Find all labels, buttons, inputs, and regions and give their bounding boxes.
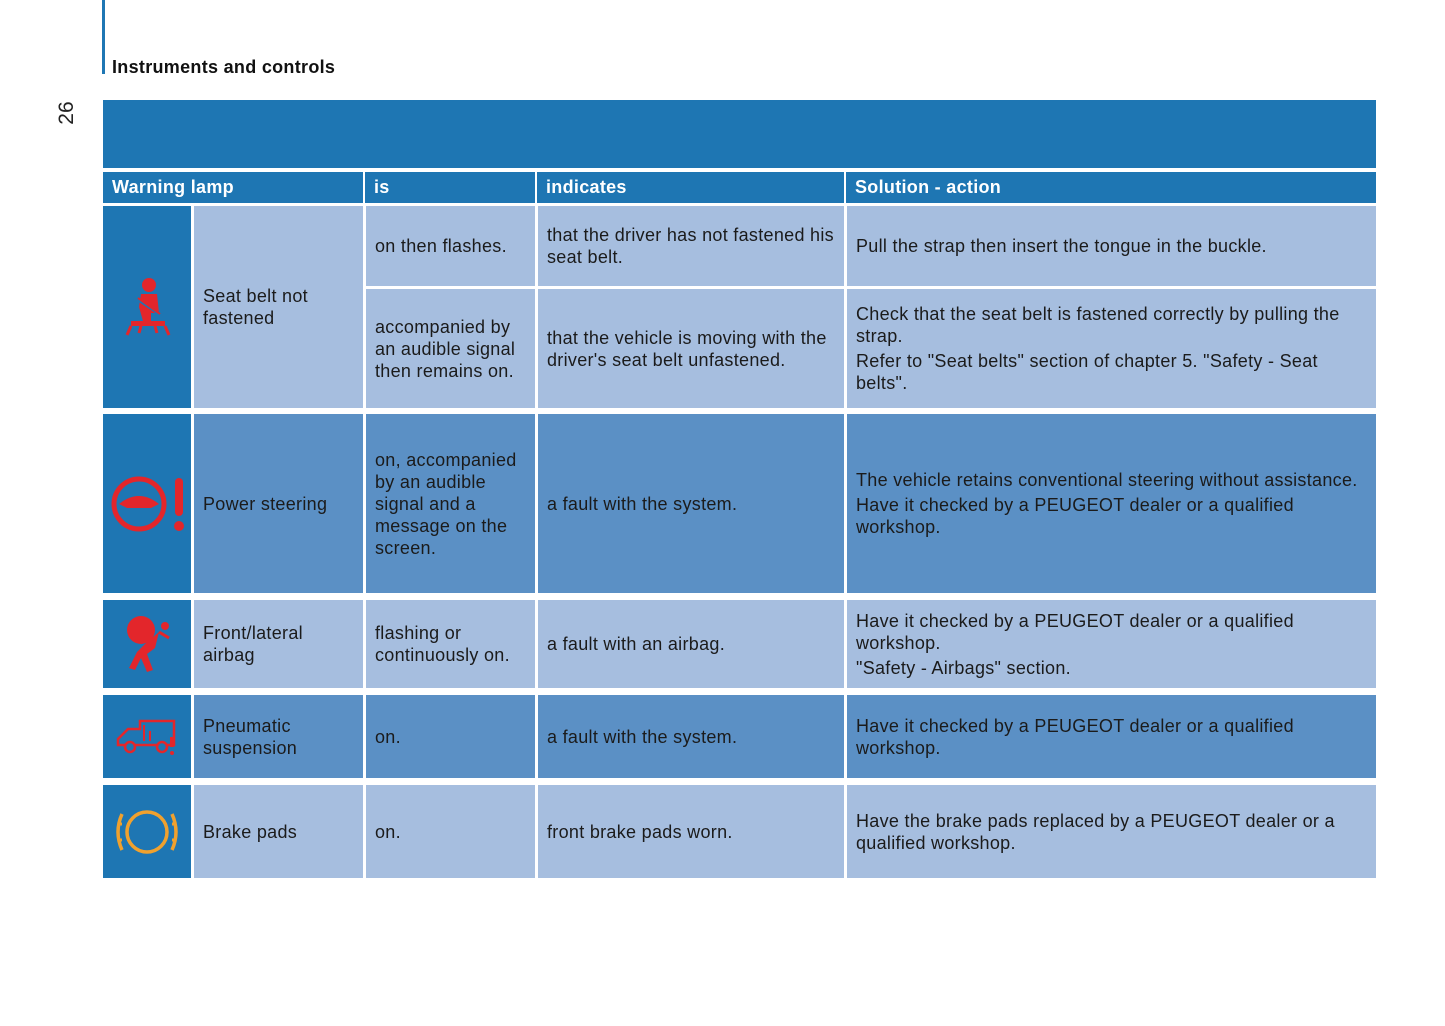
solution-text: The vehicle retains conventional steering without assistance. bbox=[856, 470, 1358, 490]
is-text: flashing or continuously on. bbox=[375, 623, 510, 665]
lamp-name bbox=[194, 206, 363, 408]
pneumatic-suspension-icon bbox=[114, 717, 180, 757]
indicates-cell bbox=[538, 695, 844, 778]
solution-cell bbox=[847, 289, 1376, 408]
indicates-text: a fault with an airbag. bbox=[547, 634, 726, 654]
indicates-cell bbox=[538, 414, 844, 593]
header-indicates: indicates bbox=[537, 172, 844, 203]
lamp-name-text: Brake pads bbox=[203, 821, 298, 842]
lamp-icon-cell bbox=[103, 600, 191, 688]
lamp-icon-cell bbox=[103, 695, 191, 778]
header-warning-lamp: Warning lamp bbox=[103, 172, 363, 203]
header-solution: Solution - action bbox=[846, 172, 1376, 203]
indicates-text: that the vehicle is moving with the driver's seat belt unfastened. bbox=[547, 327, 827, 370]
is-cell bbox=[366, 785, 535, 878]
table-banner bbox=[103, 100, 1376, 168]
is-text: on. bbox=[375, 821, 401, 842]
indicates-text: a fault with the system. bbox=[547, 493, 738, 514]
solution-text: Refer to "Seat belts" section of chapter 5. "Safety - Seat belts". bbox=[856, 351, 1318, 393]
lamp-icon-cell bbox=[103, 785, 191, 878]
lamp-name-text: Seat belt not fastened bbox=[203, 286, 308, 328]
section-title: Instruments and controls bbox=[112, 57, 336, 77]
section-rule bbox=[102, 0, 105, 74]
solution-cell bbox=[847, 414, 1376, 593]
airbag-icon bbox=[119, 614, 175, 674]
solution-cell bbox=[847, 206, 1376, 286]
lamp-name-text: Pneumatic suspension bbox=[203, 715, 298, 758]
indicates-text: a fault with the system. bbox=[547, 726, 738, 747]
lamp-name bbox=[194, 785, 363, 878]
is-text: on. bbox=[375, 726, 401, 747]
indicates-text: that the driver has not fastened his seat belt. bbox=[547, 225, 834, 267]
lamp-name-text: Power steering bbox=[203, 493, 328, 514]
is-cell bbox=[366, 414, 535, 593]
indicates-text: front brake pads worn. bbox=[547, 821, 733, 842]
is-text: accompanied by an audible signal then remains on. bbox=[375, 316, 516, 381]
lamp-icon-cell bbox=[103, 206, 191, 408]
indicates-cell bbox=[538, 289, 844, 408]
power-steering-icon bbox=[107, 474, 187, 534]
header-is: is bbox=[365, 172, 535, 203]
indicates-cell bbox=[538, 600, 844, 688]
is-cell bbox=[366, 695, 535, 778]
solution-text: Have it checked by a PEUGEOT dealer or a qualified workshop. bbox=[856, 495, 1294, 537]
solution-cell bbox=[847, 785, 1376, 878]
solution-text: Pull the strap then insert the tongue in the buckle. bbox=[856, 236, 1267, 256]
seat-belt-icon bbox=[121, 277, 173, 337]
solution-text: Have the brake pads replaced by a PEUGEOT dealer or a qualified workshop. bbox=[856, 810, 1335, 853]
indicates-cell bbox=[538, 206, 844, 286]
solution-text: Have it checked by a PEUGEOT dealer or a qualified workshop. bbox=[856, 715, 1294, 758]
is-cell bbox=[366, 206, 535, 286]
page-number: 26 bbox=[55, 101, 78, 125]
is-text: on then flashes. bbox=[375, 236, 507, 256]
brake-pads-icon bbox=[112, 802, 182, 862]
is-cell bbox=[366, 289, 535, 408]
solution-cell bbox=[847, 695, 1376, 778]
is-text: on, accompanied by an audible signal and a message on the screen. bbox=[375, 449, 517, 558]
lamp-name bbox=[194, 600, 363, 688]
solution-cell bbox=[847, 600, 1376, 688]
is-cell bbox=[366, 600, 535, 688]
solution-text: Check that the seat belt is fastened correctly by pulling the strap. bbox=[856, 304, 1340, 346]
lamp-name bbox=[194, 695, 363, 778]
lamp-name bbox=[194, 414, 363, 593]
solution-text: Have it checked by a PEUGEOT dealer or a qualified workshop. bbox=[856, 610, 1294, 653]
lamp-icon-cell bbox=[103, 414, 191, 593]
lamp-name-text: Front/lateral airbag bbox=[203, 623, 303, 665]
solution-text: "Safety - Airbags" section. bbox=[856, 657, 1071, 678]
indicates-cell bbox=[538, 785, 844, 878]
